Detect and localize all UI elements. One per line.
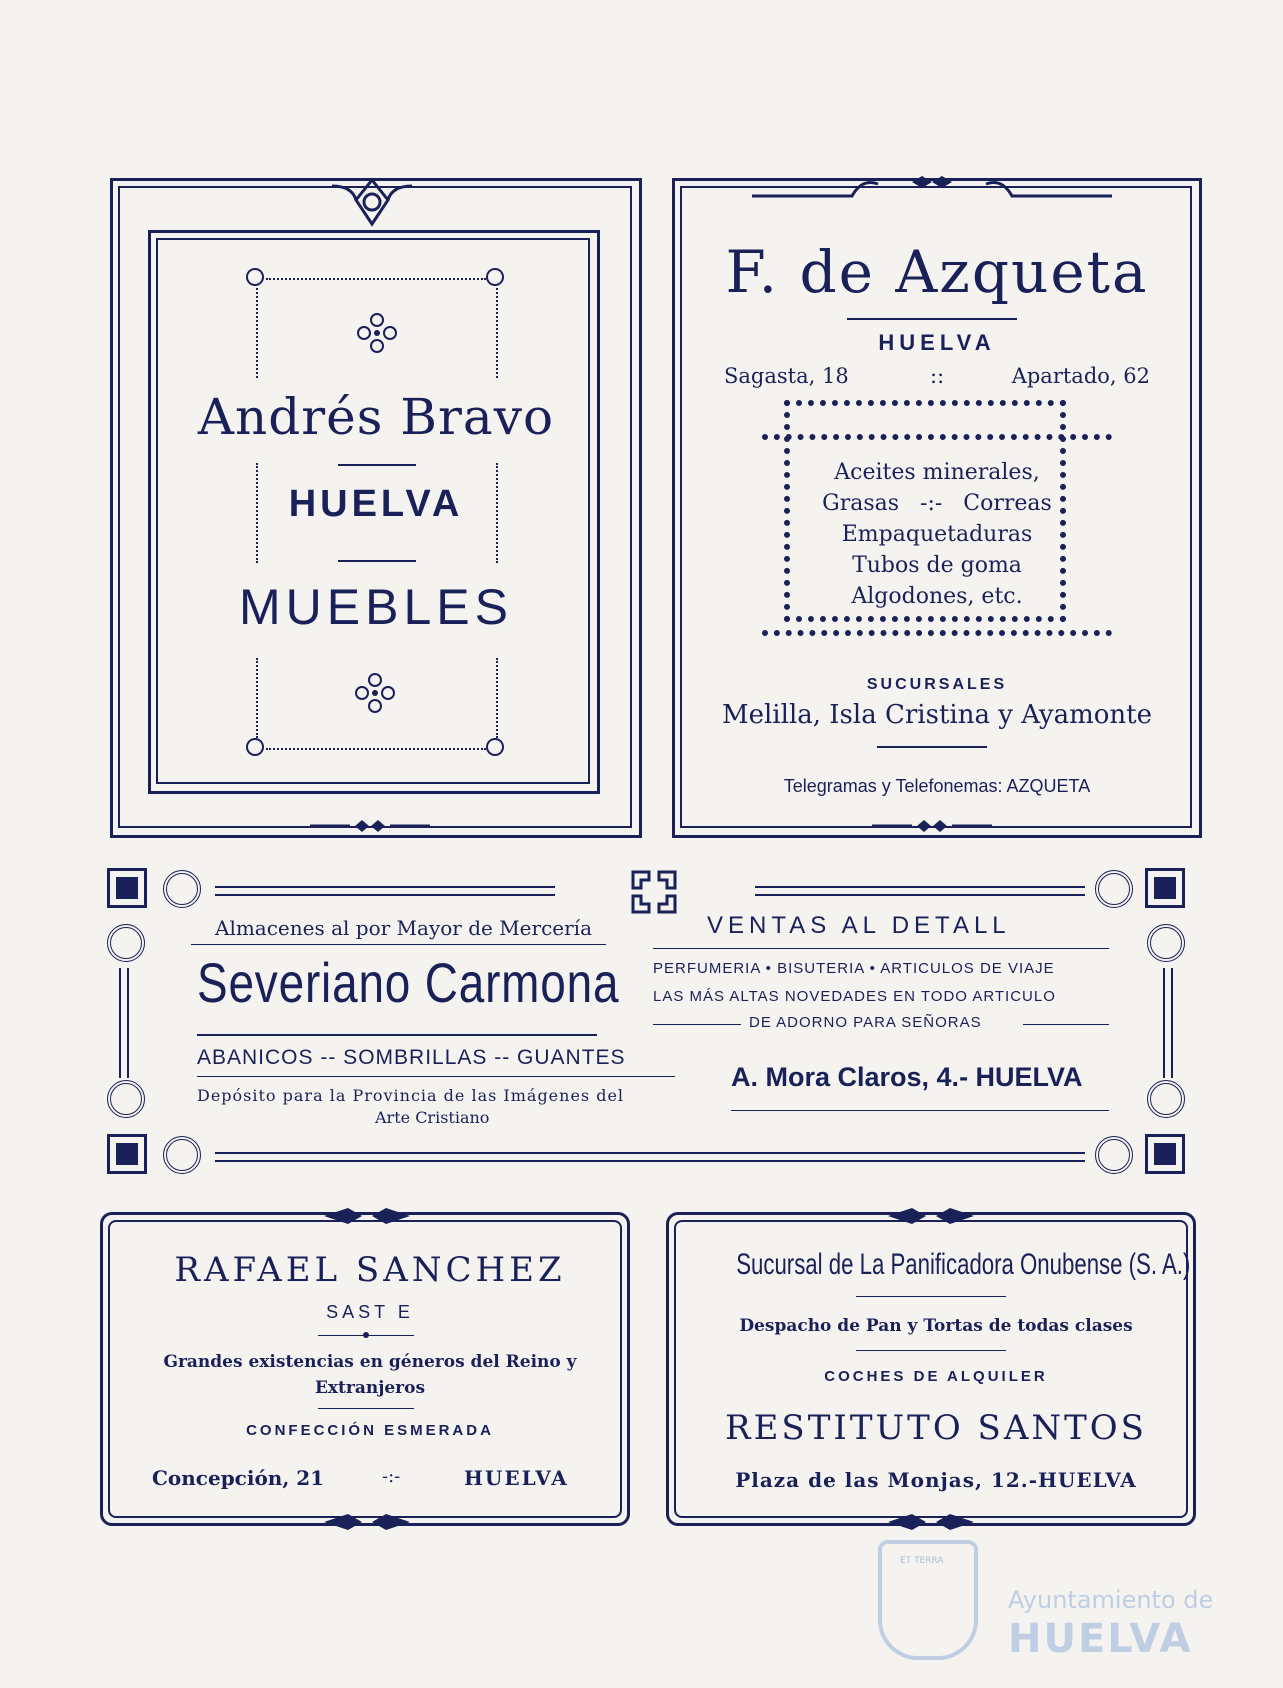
ad4-desc-2: Extranjeros (314, 1378, 426, 1398)
ad2-branches: Melilla, Isla Cristina y Ayamonte (721, 700, 1152, 730)
watermark-shield-text: ET TERRA (900, 1556, 944, 1566)
bow-ornament-icon (322, 1512, 412, 1532)
ad1-city: HUELVA (288, 483, 464, 525)
ad3-name: Severiano Carmona (197, 951, 620, 1014)
ad3-deposit-2: Arte Cristiano (375, 1108, 490, 1127)
ring-ornament-icon (163, 1136, 201, 1174)
corner-square-icon (1145, 868, 1185, 908)
ad3-right-line-3: DE ADORNO PARA SEÑORAS (749, 1014, 982, 1031)
ad1-trade: MUEBLES (239, 579, 513, 635)
bow-ornament-icon (322, 1206, 412, 1226)
ad2-name: F. de Azqueta (725, 238, 1149, 306)
ad2-product-5: Algodones, etc. (851, 584, 1023, 609)
ornament-top-icon (752, 170, 1112, 204)
ad-restituto-santos (666, 1212, 1206, 1532)
ad3-left-header: Almacenes al por Mayor de Mercería (215, 916, 592, 940)
ad5-name: RESTITUTO SANTOS (725, 1408, 1147, 1448)
ad-rafael-sanchez (100, 1212, 640, 1532)
ad-azqueta (672, 178, 1202, 838)
ad4-quality: CONFECCIÓN ESMERADA (246, 1422, 494, 1439)
ad-andres-bravo (110, 178, 642, 838)
ring-ornament-icon (1147, 1080, 1185, 1118)
ad2-product-4: Tubos de goma (852, 553, 1022, 578)
ad-severiano-carmona (105, 868, 1205, 1188)
ring-ornament-icon (1095, 1136, 1133, 1174)
ad2-product-3: Empaquetaduras (841, 522, 1033, 547)
ad5-desc: Despacho de Pan y Tortas de todas clases (739, 1316, 1133, 1336)
ad5-address: Plaza de las Monjas, 12.-HUELVA (735, 1468, 1137, 1492)
ad1-name: Andrés Bravo (197, 388, 555, 446)
ring-ornament-icon (163, 870, 201, 908)
rosette-bottom-icon (350, 668, 400, 718)
ad3-right-line-1: PERFUMERIA • BISUTERIA • ARTICULOS DE VIAJE (653, 960, 1055, 977)
watermark-line-1: Ayuntamiento de (1008, 1586, 1214, 1614)
ad3-deposit-1: Depósito para la Provincia de las Imágenes del (197, 1086, 625, 1105)
ornament-top-icon (332, 174, 412, 230)
ad2-address-sep: :: (930, 364, 945, 388)
ad4-address-right: HUELVA (464, 1466, 569, 1490)
ring-ornament-icon (107, 924, 145, 962)
ad3-right-header: VENTAS AL DETALL (707, 912, 1011, 939)
ad4-address-left: Concepción, 21 (152, 1466, 325, 1490)
ad2-product-2: Grasas -:- Correas (822, 491, 1052, 516)
ad4-desc-1: Grandes existencias en géneros del Reino y (163, 1352, 577, 1372)
ring-ornament-icon (1147, 924, 1185, 962)
ad3-address: A. Mora Claros, 4.- HUELVA (731, 1062, 1083, 1092)
ad2-address-right: Apartado, 62 (1011, 364, 1150, 388)
flourish-bottom-icon (872, 818, 992, 834)
bow-ornament-icon (886, 1512, 976, 1532)
corner-square-icon (107, 868, 147, 908)
ad4-address-sep: -:- (382, 1466, 401, 1487)
ad2-address-left: Sagasta, 18 (724, 364, 849, 388)
ad4-trade: SAST E (326, 1302, 414, 1322)
ad2-branches-label: SUCURSALES (866, 676, 1008, 693)
ad5-title: Sucursal de La Panificadora Onubense (S. A.) (736, 1248, 1191, 1281)
ad2-product-1: Aceites minerales, (834, 460, 1040, 485)
watermark-logo (868, 1530, 1214, 1670)
ad4-name: RAFAEL SANCHEZ (174, 1250, 566, 1290)
rosette-top-icon (352, 308, 402, 358)
corner-square-icon (107, 1134, 147, 1174)
ad3-items: ABANICOS -- SOMBRILLAS -- GUANTES (197, 1046, 626, 1069)
corner-square-icon (1145, 1134, 1185, 1174)
center-key-ornament-icon (631, 870, 677, 914)
ring-ornament-icon (107, 1080, 145, 1118)
ring-ornament-icon (1095, 870, 1133, 908)
watermark-line-2: HUELVA (1008, 1616, 1193, 1662)
flourish-bottom-icon (310, 818, 430, 834)
ad5-service: COCHES DE ALQUILER (824, 1368, 1048, 1385)
bow-ornament-icon (886, 1206, 976, 1226)
ad2-city: HUELVA (878, 330, 996, 355)
ad2-telegram: Telegramas y Telefonemas: AZQUETA (783, 776, 1091, 796)
ad3-right-line-2: LAS MÁS ALTAS NOVEDADES EN TODO ARTICULO (653, 988, 1056, 1005)
